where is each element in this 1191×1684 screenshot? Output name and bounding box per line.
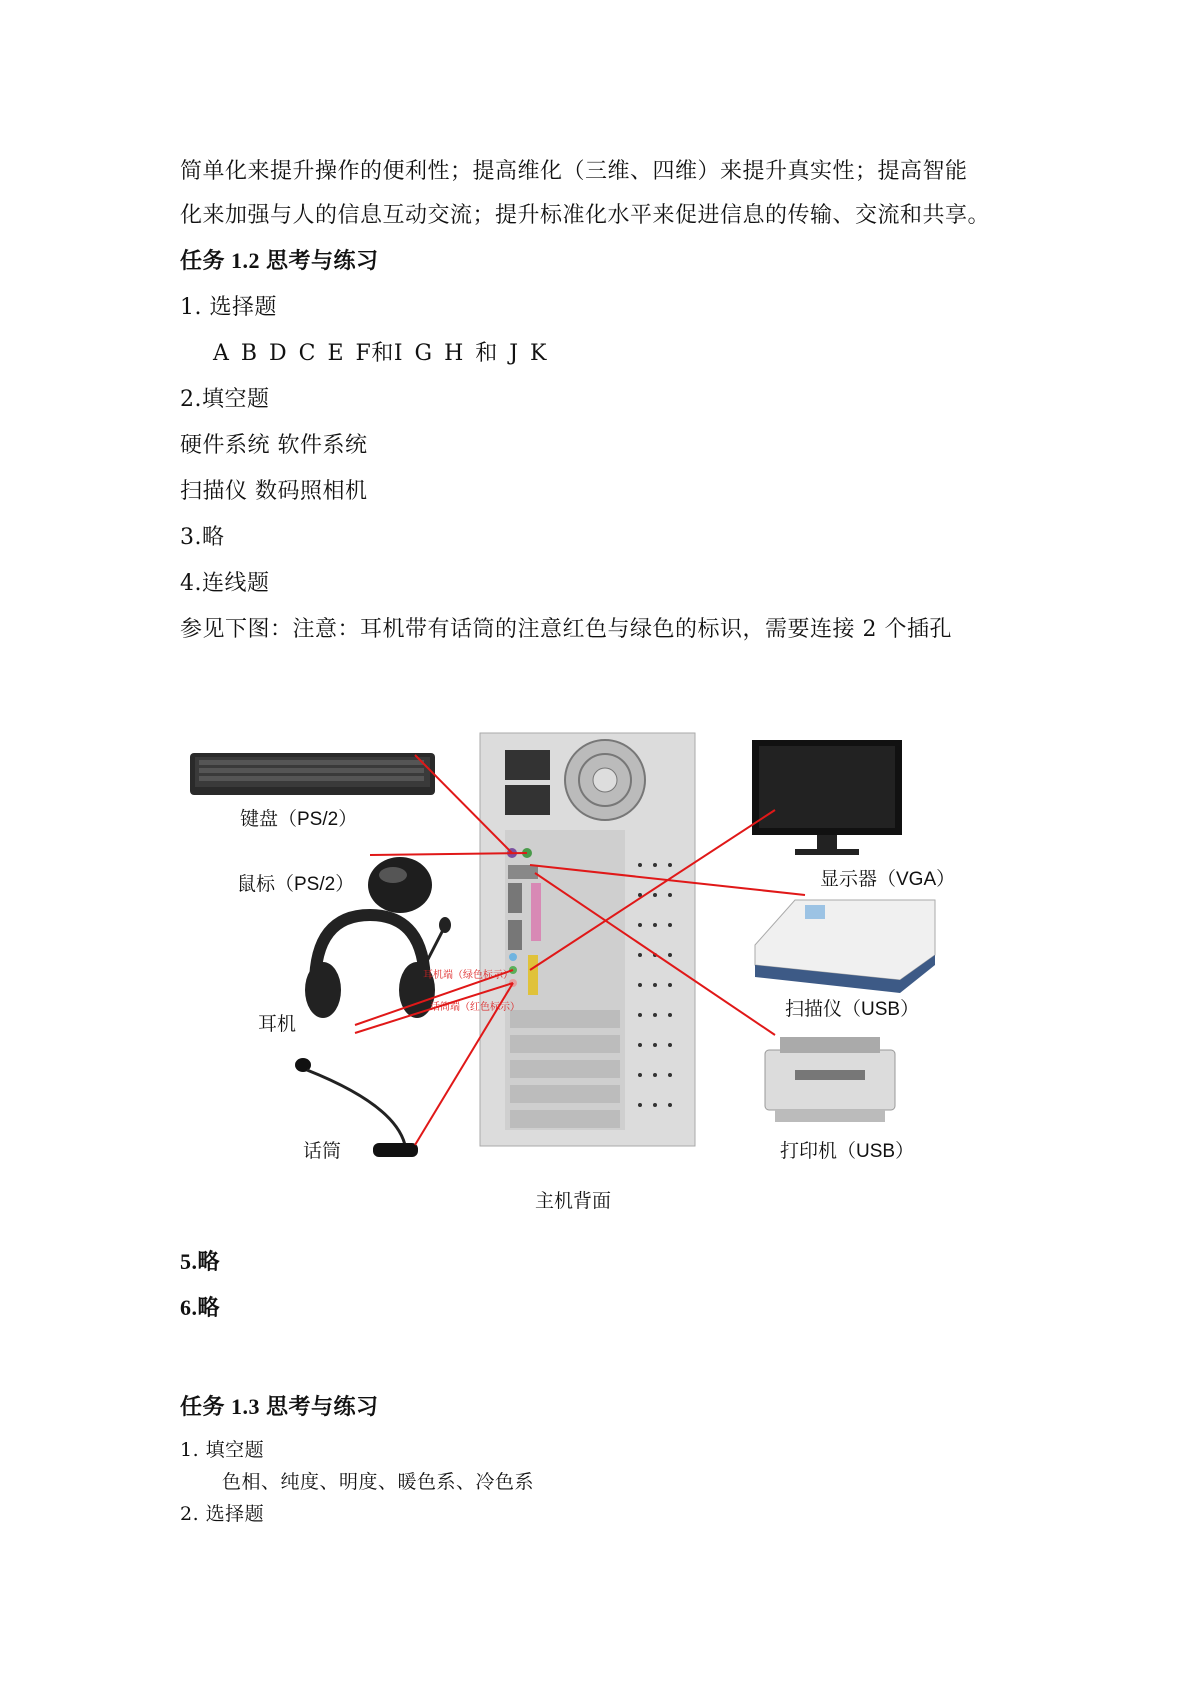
scanner-image	[755, 900, 935, 993]
printer-label: 打印机（USB）	[780, 1141, 915, 1162]
mouse-label: 鼠标（PS/2）	[237, 874, 355, 895]
headphones-label: 耳机	[258, 1014, 297, 1035]
case-back-image	[480, 733, 695, 1146]
q6: 6.略	[180, 1295, 221, 1320]
task13-heading: 任务 1.3 思考与练习	[180, 1394, 379, 1419]
q3: 3.略	[180, 525, 225, 550]
connection-diagram	[175, 725, 1035, 1225]
monitor-label: 显示器（VGA）	[820, 869, 956, 890]
case-back-label: 主机背面	[535, 1191, 612, 1212]
q2-answer-2: 扫描仪 数码照相机	[180, 479, 368, 504]
mic-port-label: 话筒端（红色标示）	[430, 1002, 520, 1013]
q4-note: 参见下图：注意：耳机带有话筒的注意红色与绿色的标识，需要连接 2 个插孔	[180, 617, 952, 642]
q2-title: 2.填空题	[180, 387, 270, 412]
task12-heading: 任务 1.2 思考与练习	[180, 248, 379, 273]
paragraph-line-1: 简单化来提升操作的便利性；提高维化（三维、四维）来提升真实性；提高智能	[180, 159, 968, 184]
monitor-image	[752, 740, 902, 855]
paragraph-line-2: 化来加强与人的信息互动交流；提升标准化水平来促进信息的传输、交流和共享。	[180, 203, 991, 228]
printer-image	[765, 1037, 895, 1122]
microphone-label: 话筒	[303, 1141, 342, 1162]
q4-title: 4.连线题	[180, 571, 270, 596]
task13-q2-title: 2. 选择题	[180, 1503, 265, 1525]
q1-answer: A B D C E F和I G H 和 J K	[213, 341, 547, 366]
earphone-port-label: 耳机端（绿色标示）	[423, 970, 513, 981]
q2-answer-1: 硬件系统 软件系统	[180, 433, 368, 458]
keyboard-image	[190, 753, 435, 795]
task13-q1-answer: 色相、纯度、明度、暖色系、冷色系	[222, 1471, 535, 1493]
q1-title: 1. 选择题	[180, 295, 277, 320]
q5: 5.略	[180, 1249, 221, 1274]
mouse-image	[368, 857, 432, 913]
keyboard-label: 键盘（PS/2）	[240, 809, 358, 830]
scanner-label: 扫描仪（USB）	[785, 999, 920, 1020]
task13-q1-title: 1. 填空题	[180, 1439, 265, 1461]
